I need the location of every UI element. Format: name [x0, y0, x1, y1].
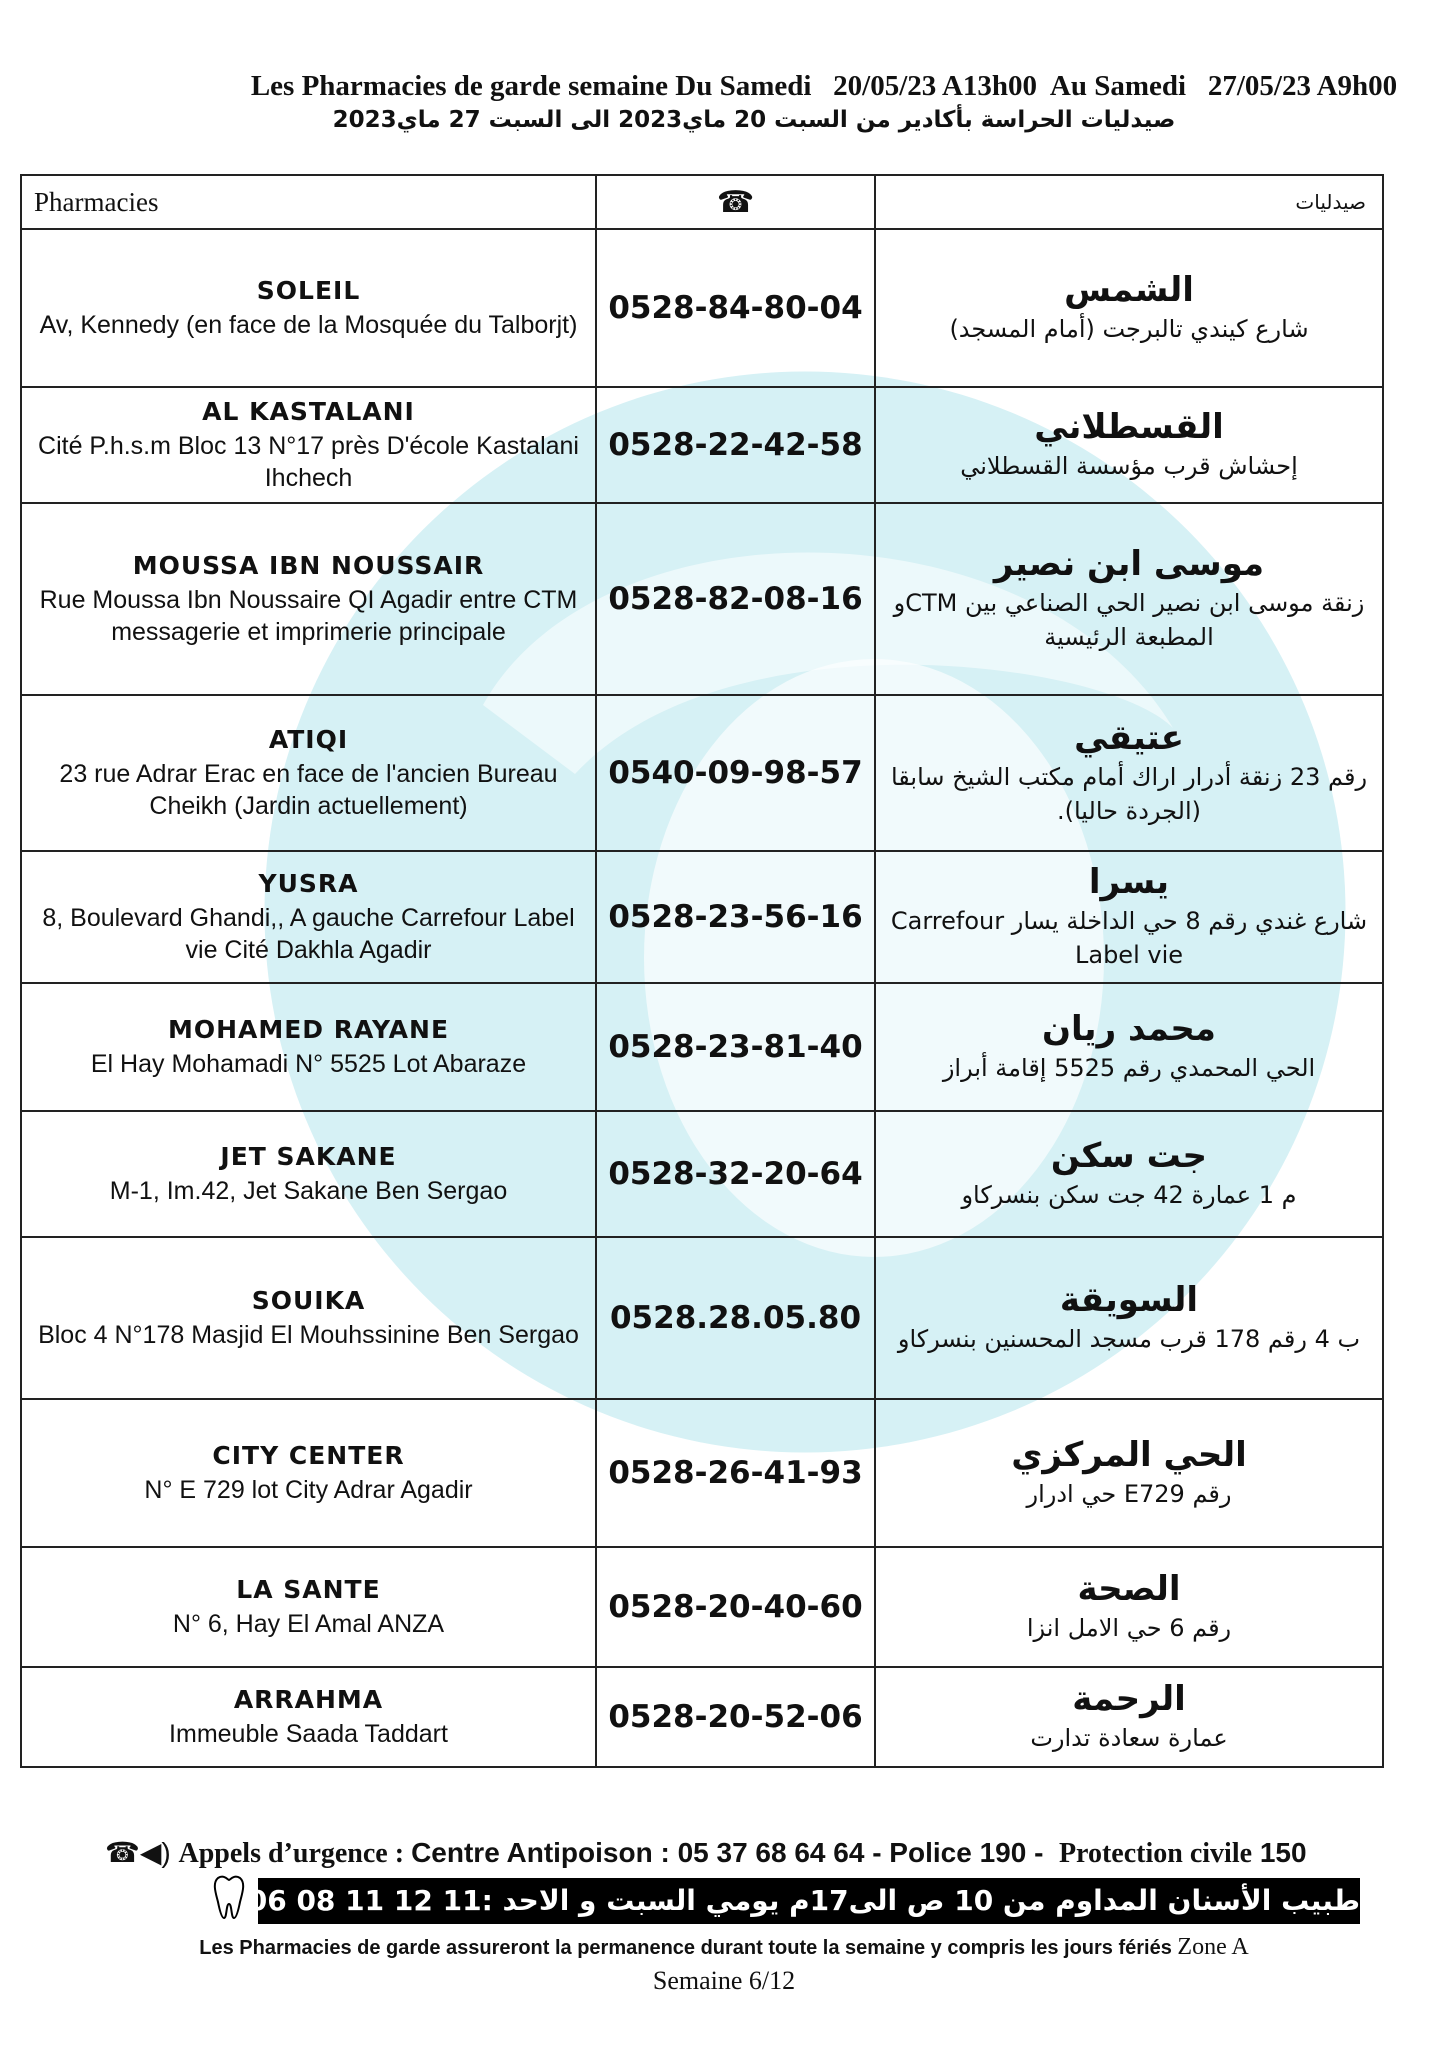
pharmacy-name-fr: ARRAHMA	[233, 1684, 384, 1714]
pharmacy-name-fr: SOUIKA	[251, 1285, 366, 1315]
table-header-row	[21, 175, 1383, 229]
cell-fr	[21, 1399, 596, 1547]
pharmacy-name-ar: يسرا	[1088, 862, 1170, 902]
pharmacy-name-ar: موسى ابن نصير	[993, 544, 1265, 584]
table-row	[21, 1547, 1383, 1667]
pharmacy-name-fr: LA SANTE	[236, 1574, 381, 1604]
pharmacy-address-fr: N° E 729 lot City Adrar Agadir	[144, 1475, 473, 1504]
table-row	[21, 503, 1383, 695]
pharmacy-phone: 0528.28.05.80	[596, 1237, 875, 1399]
table-row	[21, 1399, 1383, 1547]
cell-ar	[875, 229, 1383, 387]
cell-ar	[875, 1399, 1383, 1547]
table-row	[21, 695, 1383, 851]
pharmacy-address-fr: Cité P.h.s.m Bloc 13 N°17 près D'école Kastalani Ihchech	[38, 431, 579, 492]
col-header-fr: Pharmacies	[21, 175, 596, 229]
pharmacy-address-ar: زنقة موسى ابن نصير الحي الصناعي بين CTMو المطبعة الرئيسية	[893, 589, 1365, 651]
pharmacy-address-fr: Bloc 4 N°178 Masjid El Mouhssinine Ben Sergao	[38, 1320, 579, 1349]
cell-fr	[21, 1111, 596, 1237]
pharmacy-phone: 0528-82-08-16	[596, 503, 875, 695]
note-text: Les Pharmacies de garde assureront la permanence durant toute la semaine y compris les jours fériés	[199, 1937, 1172, 1959]
pharmacy-phone: 0528-23-81-40	[596, 983, 875, 1111]
pharmacy-name-ar: جت سكن	[1050, 1136, 1208, 1176]
cell-ar	[875, 1547, 1383, 1667]
cell-fr	[21, 503, 596, 695]
cell-fr	[21, 229, 596, 387]
col-header-ar: صيدليات	[875, 175, 1383, 229]
pharmacy-address-ar: م 1 عمارة 42 جت سكن بنسركاو	[961, 1181, 1297, 1209]
table-row	[21, 1667, 1383, 1767]
pharmacy-name-ar: السويقة	[1059, 1280, 1199, 1320]
table-row	[21, 851, 1383, 983]
pharmacy-name-ar: الحي المركزي	[1011, 1435, 1247, 1475]
pharmacy-phone: 0528-23-56-16	[596, 851, 875, 983]
zone-label: Zone A	[1177, 1934, 1249, 1960]
dentist-banner: طبيب الأسنان المداوم من 10 ص الى17م يومي السبت و الاحد :11 12 11 08 06	[258, 1878, 1360, 1924]
pharmacy-address-ar: الحي المحمدي رقم 5525 إقامة أبراز	[942, 1054, 1316, 1082]
pharmacy-address-ar: رقم 23 زنقة أدرار اراك أمام مكتب الشيخ سابقا (الجردة حاليا).	[890, 763, 1368, 825]
protection-label: Protection civile	[1058, 1838, 1253, 1869]
pharmacy-name-fr: SOLEIL	[256, 275, 361, 305]
pharmacy-address-fr: Av, Kennedy (en face de la Mosquée du Talborjt)	[39, 310, 578, 339]
pharmacy-name-ar: الشمس	[1064, 270, 1194, 310]
pharmacy-address-ar: شارع كيندي تالبرجت (أمام المسجد)	[949, 315, 1309, 343]
cell-ar	[875, 695, 1383, 851]
pharmacy-address-ar: رقم E729 حي ادرار	[1026, 1480, 1232, 1508]
pharmacy-address-fr: Immeuble Saada Taddart	[169, 1719, 448, 1748]
pharmacy-address-fr: 8, Boulevard Ghandi,, A gauche Carrefour Label vie Cité Dakhla Agadir	[42, 903, 575, 964]
protection-number: 150	[1259, 1837, 1307, 1868]
pharmacy-address-ar: شارع غندي رقم 8 حي الداخلة يسار Carrefour Label vie	[890, 907, 1368, 969]
cell-fr	[21, 1547, 596, 1667]
antipoison-text: Centre Antipoison : 05 37 68 64 64 - Police 190 -	[411, 1837, 1044, 1868]
pharmacy-name-ar: الصحة	[1077, 1569, 1181, 1609]
cell-ar	[875, 1237, 1383, 1399]
pharmacy-name-fr: MOHAMED RAYANE	[167, 1014, 450, 1044]
footer-note	[0, 1934, 1448, 1961]
title-fr: Les Pharmacies de garde semaine Du Samedi 20/05/23 A13h00 Au Samedi 27/05/23 A9h00	[250, 70, 1398, 102]
table-row	[21, 983, 1383, 1111]
cell-fr	[21, 983, 596, 1111]
page-header	[0, 70, 1448, 133]
cell-ar	[875, 1111, 1383, 1237]
pharmacy-phone: 0528-22-42-58	[596, 387, 875, 503]
pharmacy-address-fr: M-1, Im.42, Jet Sakane Ben Sergao	[109, 1176, 508, 1205]
pharmacy-address-ar: إحشاش قرب مؤسسة القسطلاني	[960, 452, 1298, 480]
table-row	[21, 1237, 1383, 1399]
pharmacy-address-ar: ب 4 رقم 178 قرب مسجد المحسنين بنسركاو	[897, 1325, 1361, 1353]
pharmacy-phone: 0528-26-41-93	[596, 1399, 875, 1547]
cell-ar	[875, 387, 1383, 503]
pharmacy-name-fr: CITY CENTER	[212, 1440, 405, 1470]
pharmacies-table	[20, 174, 1384, 1768]
pharmacy-address-fr: Rue Moussa Ibn Noussaire QI Agadir entre CTM messagerie et imprimerie principale	[39, 585, 578, 646]
col-header-phone	[596, 175, 875, 229]
pharmacy-phone: 0528-20-40-60	[596, 1547, 875, 1667]
pharmacy-name-ar: القسطلاني	[1034, 407, 1224, 447]
pharmacy-phone: 0528-20-52-06	[596, 1667, 875, 1767]
pharmacy-name-ar: عتيقي	[1074, 718, 1184, 758]
table-row	[21, 387, 1383, 503]
phone-megaphone-icon: ☎◀)	[105, 1837, 171, 1868]
phone-icon: ☎	[716, 185, 755, 219]
table-row	[21, 229, 1383, 387]
pharmacy-name-fr: AL KASTALANI	[202, 396, 415, 426]
tooth-icon	[212, 1874, 246, 1920]
title-ar: صيدليات الحراسة بأكادير من السبت 20 ماي2023 الى السبت 27 ماي2023	[332, 107, 1176, 133]
cell-fr	[21, 851, 596, 983]
pharmacy-phone: 0540-09-98-57	[596, 695, 875, 851]
pharmacy-address-ar: عمارة سعادة تدارت	[1030, 1724, 1228, 1752]
emergency-line: ☎◀) Appels d’urgence : Centre Antipoison : 05 37 68 64 64 - Police 190 - Protection civile 150	[105, 1837, 1307, 1869]
cell-fr	[21, 1237, 596, 1399]
cell-fr	[21, 1667, 596, 1767]
pharmacy-name-ar: الرحمة	[1072, 1679, 1186, 1719]
pharmacy-name-fr: ATIQI	[268, 724, 349, 754]
pharmacy-name-fr: MOUSSA IBN NOUSSAIR	[132, 550, 485, 580]
cell-ar	[875, 1667, 1383, 1767]
cell-ar	[875, 503, 1383, 695]
urgence-label: Appels d’urgence	[178, 1838, 388, 1869]
pharmacy-name-fr: YUSRA	[258, 868, 359, 898]
cell-ar	[875, 983, 1383, 1111]
cell-fr	[21, 695, 596, 851]
pharmacy-address-fr: N° 6, Hay El Amal ANZA	[172, 1609, 445, 1638]
pharmacy-phone: 0528-84-80-04	[596, 229, 875, 387]
cell-ar	[875, 851, 1383, 983]
semaine-label: Semaine 6/12	[652, 1966, 796, 1995]
pharmacy-phone: 0528-32-20-64	[596, 1111, 875, 1237]
cell-fr	[21, 387, 596, 503]
pharmacy-name-fr: JET SAKANE	[220, 1141, 397, 1171]
table-row	[21, 1111, 1383, 1237]
pharmacy-address-fr: 23 rue Adrar Erac en face de l'ancien Bureau Cheikh (Jardin actuellement)	[59, 759, 558, 820]
pharmacy-name-ar: محمد ريان	[1042, 1009, 1216, 1049]
pharmacy-address-ar: رقم 6 حي الامل انزا	[1026, 1614, 1232, 1642]
pharmacy-address-fr: El Hay Mohamadi N° 5525 Lot Abaraze	[90, 1049, 527, 1078]
